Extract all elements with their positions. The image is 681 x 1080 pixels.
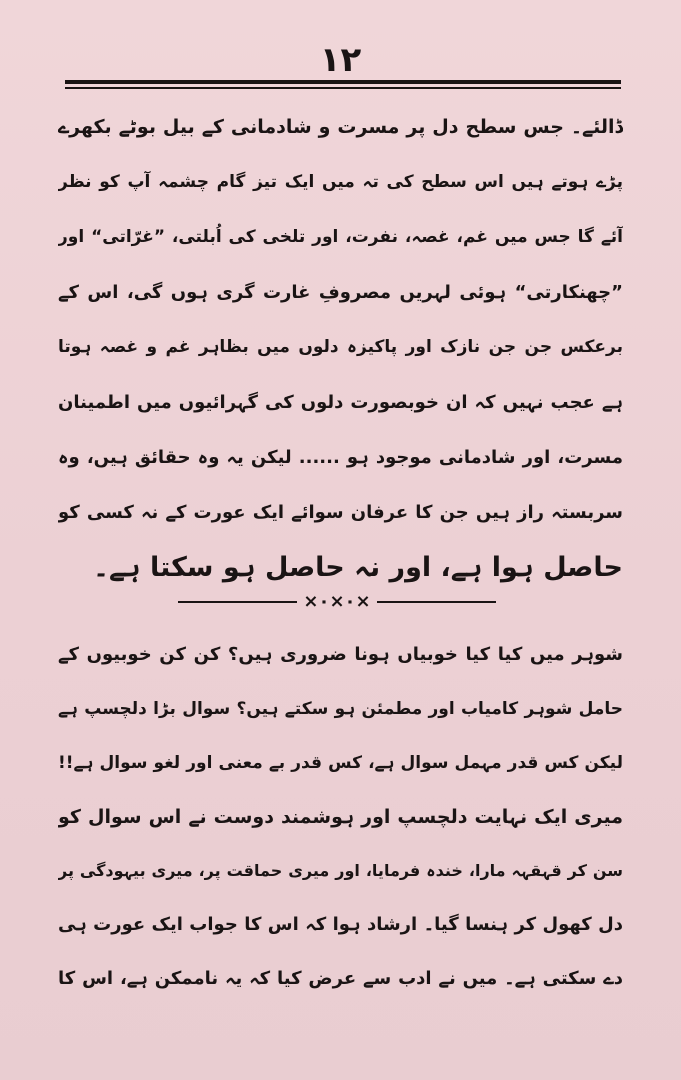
- text-line: لیکن کس قدر مہمل سوال ہے، کس قدر بے معنی اور لغو سوال ہے!!: [58, 753, 623, 773]
- text-line: ہے عجب نہیں کہ ان خوبصورت دلوں کی گہرائیوں میں اطمینان: [58, 392, 623, 413]
- text-line: ”چھنکارتی“ ہوئی لہریں مصروفِ غارت گری ہوں گی، اس کے: [58, 282, 623, 303]
- page-number: ۱۲: [319, 40, 362, 80]
- text-line: دل کھول کر ہنسا گیا۔ ارشاد ہوا کہ اس کا جواب ایک عورت ہی: [58, 914, 623, 935]
- text-line: ڈالئے۔ جس سطح دل پر مسرت و شادمانی کے بیل بوٹے بکھرے: [58, 116, 623, 138]
- divider-rule-right: [377, 601, 496, 603]
- text-line: شوہر میں کیا کیا خوبیاں ہونا ضروری ہیں؟ کن کن خوبیوں کے: [58, 644, 623, 665]
- header-rule-thick: [65, 80, 621, 84]
- text-line: حامل شوہر کامیاب اور مطمئن ہو سکتے ہیں؟ سوال بڑا دلچسپ ہے: [58, 699, 623, 719]
- text-line: سربستہ راز ہیں جن کا عرفان سوائے ایک عورت کے نہ کسی کو: [58, 502, 623, 523]
- text-line: پڑے ہوتے ہیں اس سطح کی تہ میں ایک تیز گام چشمہ آپ کو نظر: [58, 172, 623, 192]
- text-line: دے سکتی ہے۔ میں نے ادب سے عرض کیا کہ یہ ناممکن ہے، اس کا: [58, 968, 623, 989]
- text-line: آئے گا جس میں غم، غصہ، نفرت، اور تلخی کی اُبلتی، ”غرّاتی“ اور: [58, 227, 623, 247]
- header-rule-thin: [65, 87, 621, 89]
- text-line: میری ایک نہایت دلچسپ اور ہوشمند دوست نے اس سوال کو: [58, 806, 623, 828]
- section-divider: [178, 590, 496, 614]
- text-line: برعکس جن جن نازک اور پاکیزہ دلوں میں بظاہر غم و غصہ ہوتا: [58, 337, 623, 357]
- divider-rule-left: [178, 601, 297, 603]
- divider-ornament: ×۰×۰×: [303, 591, 371, 612]
- paragraph-1: [58, 100, 623, 595]
- text-line: مسرت، اور شادمانی موجود ہو ...... لیکن یہ وہ حقائق ہیں، وہ: [58, 447, 623, 468]
- text-line: سن کر قہقہہ مارا، خندہ فرمایا، اور میری حماقت پر، میری بیہودگی پر: [58, 861, 623, 880]
- paragraph-2: [58, 628, 623, 1006]
- text-line: حاصل ہوا ہے، اور نہ حاصل ہو سکتا ہے۔: [93, 552, 623, 583]
